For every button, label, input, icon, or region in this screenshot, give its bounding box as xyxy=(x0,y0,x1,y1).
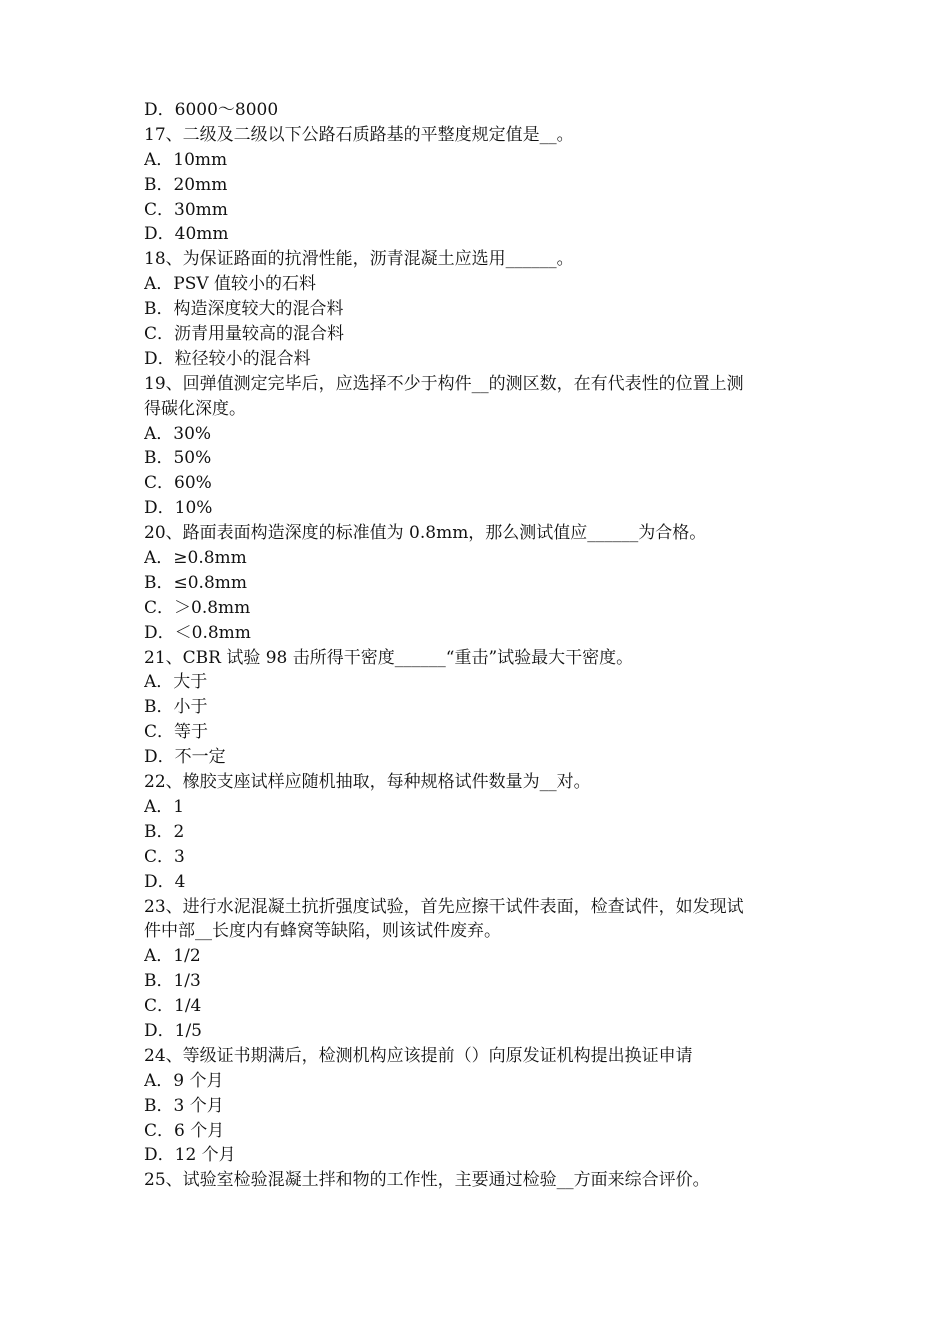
option-line: B．小于 xyxy=(144,697,208,718)
option-line: B．3 个月 xyxy=(144,1095,224,1116)
option-line: A．10mm xyxy=(144,149,228,170)
option-line: C．沥青用量较高的混合料 xyxy=(144,324,345,345)
option-line: C．6 个月 xyxy=(144,1120,225,1141)
option-line: B．50% xyxy=(144,448,212,469)
question-line: 17、二级及二级以下公路石质路基的平整度规定值是__。 xyxy=(144,124,574,145)
question-line: 18、为保证路面的抗滑性能，沥青混凝土应选用______。 xyxy=(144,249,574,270)
option-line: D．40mm xyxy=(144,224,229,245)
option-line: C．等于 xyxy=(144,722,209,743)
option-line: A．9 个月 xyxy=(144,1070,224,1091)
option-line: C．1/4 xyxy=(144,996,202,1017)
option-line: D．粒径较小的混合料 xyxy=(144,348,311,369)
option-line: A．≥0.8mm xyxy=(144,548,247,569)
question-line: 22、橡胶支座试样应随机抽取，每种规格试件数量为__对。 xyxy=(144,772,591,793)
option-line: D．4 xyxy=(144,871,186,892)
option-line: B．构造深度较大的混合料 xyxy=(144,299,344,320)
option-line: D．不一定 xyxy=(144,747,226,768)
option-line: D．1/5 xyxy=(144,1020,202,1041)
option-line: A．30% xyxy=(144,423,212,444)
option-line: A．PSV 值较小的石料 xyxy=(144,274,317,295)
option-line: D．12 个月 xyxy=(144,1145,236,1166)
question-line: 24、等级证书期满后，检测机构应该提前（）向原发证机构提出换证申请 xyxy=(144,1045,693,1066)
option-line: C．30mm xyxy=(144,199,228,220)
option-line: B．20mm xyxy=(144,174,228,195)
question-line: 25、试验室检验混凝土拌和物的工作性，主要通过检验__方面来综合评价。 xyxy=(144,1170,710,1191)
option-line: B．2 xyxy=(144,821,185,842)
option-line: A．1/2 xyxy=(144,946,201,967)
question-line: 19、回弹值测定完毕后，应选择不少于构件__的测区数，在有代表性的位置上测 xyxy=(144,373,744,394)
option-line: D．＜0.8mm xyxy=(144,622,251,643)
option-line: D．10% xyxy=(144,498,213,519)
question-line: 23、进行水泥混凝土抗折强度试验，首先应擦干试件表面，检查试件，如发现试 xyxy=(144,896,744,917)
option-line: A．大于 xyxy=(144,672,208,693)
question-line: 20、路面表面构造深度的标准值为 0.8mm，那么测试值应______为合格。 xyxy=(144,523,707,544)
option-line: C．60% xyxy=(144,473,212,494)
option-line: C．3 xyxy=(144,846,185,867)
question-line: 21、CBR 试验 98 击所得干密度______“重击”试验最大干密度。 xyxy=(144,647,634,668)
option-line: C．＞0.8mm xyxy=(144,597,251,618)
option-line: D．6000～8000 xyxy=(144,100,279,120)
question-line-continued: 件中部__长度内有蜂窝等缺陷，则该试件废弃。 xyxy=(144,921,501,942)
option-line: B．≤0.8mm xyxy=(144,572,248,593)
option-line: A．1 xyxy=(144,796,185,817)
question-line-continued: 得碳化深度。 xyxy=(144,398,246,419)
option-line: B．1/3 xyxy=(144,971,201,992)
document-page xyxy=(144,98,824,1193)
